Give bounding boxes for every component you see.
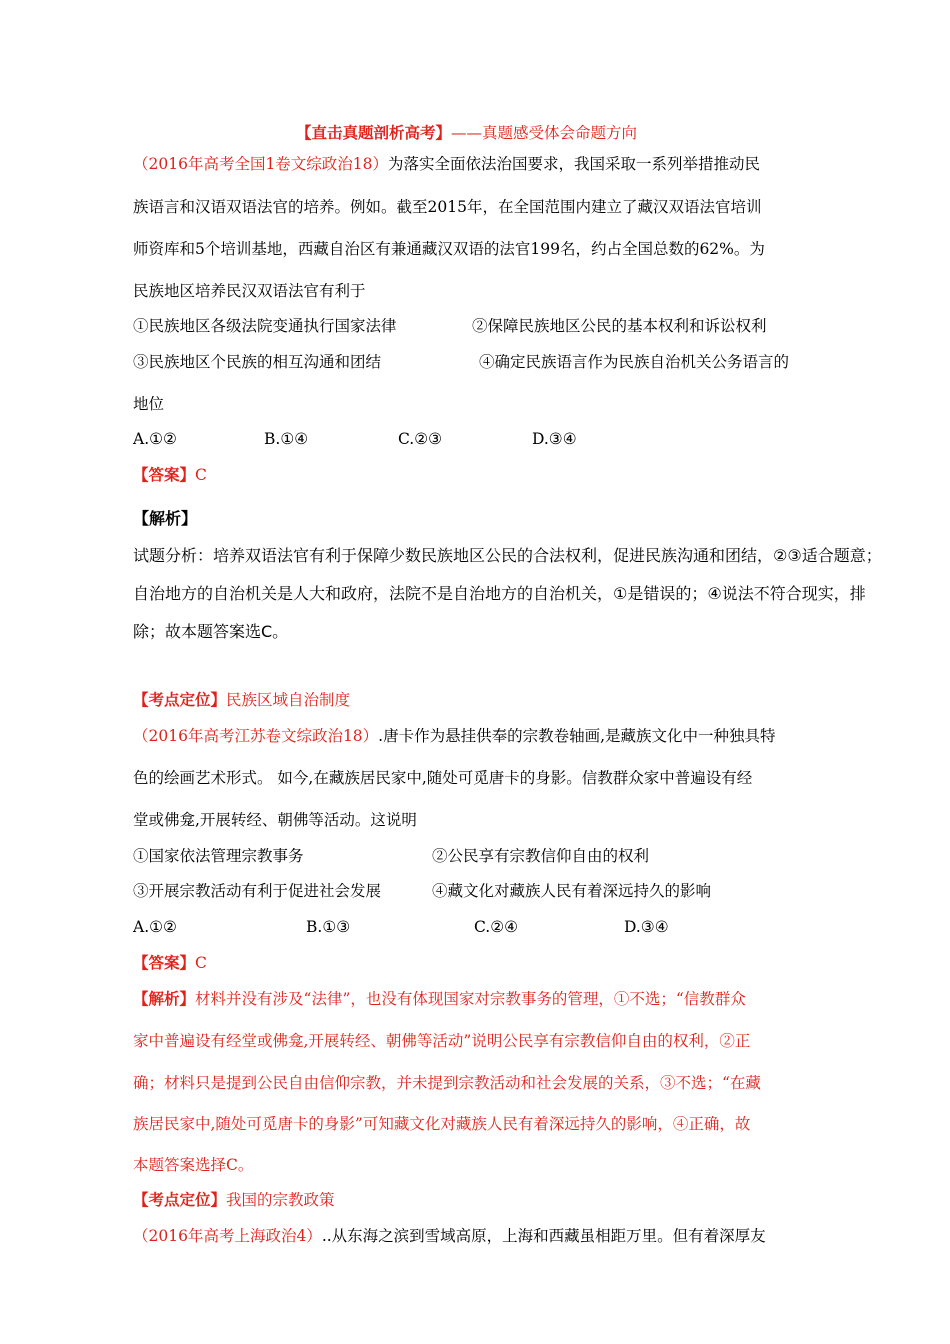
q1-line-1 <box>133 154 760 174</box>
section-title-bracket: 【直击真题剖析高考】 <box>296 123 452 142</box>
q3-source: （2016年高考上海政治4） <box>133 1227 322 1245</box>
q1-answer-value: C <box>195 466 207 484</box>
q2-point-value: 我国的宗教政策 <box>226 1191 335 1209</box>
q2-point-label: 【考点定位】 <box>133 1190 227 1209</box>
q2-answer-label: 【答案】 <box>133 953 196 972</box>
q2-option-d: D.③④ <box>624 918 669 936</box>
q3-text: ..从东海之滨到雪域高原，上海和西藏虽相距万里。但有着深厚友 <box>321 1227 766 1245</box>
q2-option-b: B.①③ <box>306 918 351 936</box>
q1-item-3: ③民族地区个民族的相互沟通和团结 <box>133 353 382 371</box>
q1-answer <box>133 465 207 485</box>
q2-item-1: ①国家依法管理宗教事务 <box>133 847 304 865</box>
q2-item-3: ③开展宗教活动有利于促进社会发展 <box>133 882 382 900</box>
q2-analysis-2: 家中普遍设有经堂或佛龛,开展转经、朝佛等活动”说明公民享有宗教信仰自由的权利，②正 <box>133 1032 751 1050</box>
q2-line-3: 堂或佛龛,开展转经、朝佛等活动。这说明 <box>133 811 417 829</box>
q2-analysis-text-0: 材料并没有涉及“法律”，也没有体现国家对宗教事务的管理，①不选；“信教群众 <box>195 990 746 1008</box>
q2-analysis-4: 族居民家中,随处可觅唐卡的身影”可知藏文化对藏族人民有着深远持久的影响，④正确，故 <box>133 1115 751 1133</box>
q2-analysis-5: 本题答案选择C。 <box>133 1156 254 1174</box>
q1-item-4-cont: 地位 <box>133 395 165 413</box>
q2-line-1 <box>133 726 776 746</box>
q1-option-c: C.②③ <box>398 430 443 448</box>
section-title <box>296 123 637 143</box>
q1-option-d: D.③④ <box>532 430 577 448</box>
q1-point-label: 【考点定位】 <box>133 690 227 709</box>
q1-answer-label: 【答案】 <box>133 465 196 484</box>
q1-source: （2016年高考全国1卷文综政治18） <box>133 155 389 173</box>
q1-analysis-2: 自治地方的自治机关是人大和政府，法院不是自治地方的自治机关，①是错误的；④说法不符合现实，排 <box>133 584 866 603</box>
q1-analysis-3: 除；故本题答案选C。 <box>133 622 289 641</box>
section-title-rest: ——真题感受体会命题方向 <box>451 124 638 142</box>
q1-text-0: 为落实全面依法治国要求，我国采取一系列举措推动民 <box>388 155 761 173</box>
q1-line-4: 民族地区培养民汉双语法官有利于 <box>133 282 366 300</box>
q2-item-4: ④藏文化对藏族人民有着深远持久的影响 <box>432 882 712 900</box>
q2-text-0: .唐卡作为悬挂供奉的宗教卷轴画,是藏族文化中一种独具特 <box>378 727 776 745</box>
q1-item-2: ②保障民族地区公民的基本权利和诉讼权利 <box>472 317 767 335</box>
q2-option-c: C.②④ <box>474 918 519 936</box>
q1-option-b: B.①④ <box>264 430 309 448</box>
q1-option-a: A.①② <box>133 430 177 448</box>
q2-answer-value: C <box>195 954 207 972</box>
q1-item-4: ④确定民族语言作为民族自治机关公务语言的 <box>479 353 790 371</box>
q2-item-2: ②公民享有宗教信仰自由的权利 <box>432 847 650 865</box>
q2-analysis-3: 确；材料只是提到公民自由信仰宗教，并未提到宗教活动和社会发展的关系，③不选；“在藏 <box>133 1074 761 1092</box>
q1-point-value: 民族区域自治制度 <box>226 691 351 709</box>
q1-point <box>133 690 350 710</box>
q2-line-2: 色的绘画艺术形式。 如今,在藏族居民家中,随处可觅唐卡的身影。信教群众家中普遍设有经 <box>133 769 753 787</box>
q1-line-3: 师资库和5个培训基地，西藏自治区有兼通藏汉双语的法官199名，约占全国总数的62%。为 <box>133 240 765 258</box>
q1-line-2: 族语言和汉语双语法官的培养。例如。截至2015年，在全国范围内建立了藏汉双语法官培训 <box>133 198 762 216</box>
q1-item-1: ①民族地区各级法院变通执行国家法律 <box>133 317 397 335</box>
q2-option-a: A.①② <box>133 918 177 936</box>
q2-analysis-1 <box>133 989 746 1009</box>
q3-line-1 <box>133 1226 766 1246</box>
q1-analysis-1: 试题分析：培养双语法官有利于保障少数民族地区公民的合法权利，促进民族沟通和团结，②③适合题意； <box>133 546 882 565</box>
q1-analysis-label: 【解析】 <box>133 509 198 528</box>
q2-source: （2016年高考江苏卷文综政治18） <box>133 727 379 745</box>
q2-point <box>133 1190 335 1210</box>
q2-answer <box>133 953 207 973</box>
q2-analysis-label: 【解析】 <box>133 989 196 1008</box>
